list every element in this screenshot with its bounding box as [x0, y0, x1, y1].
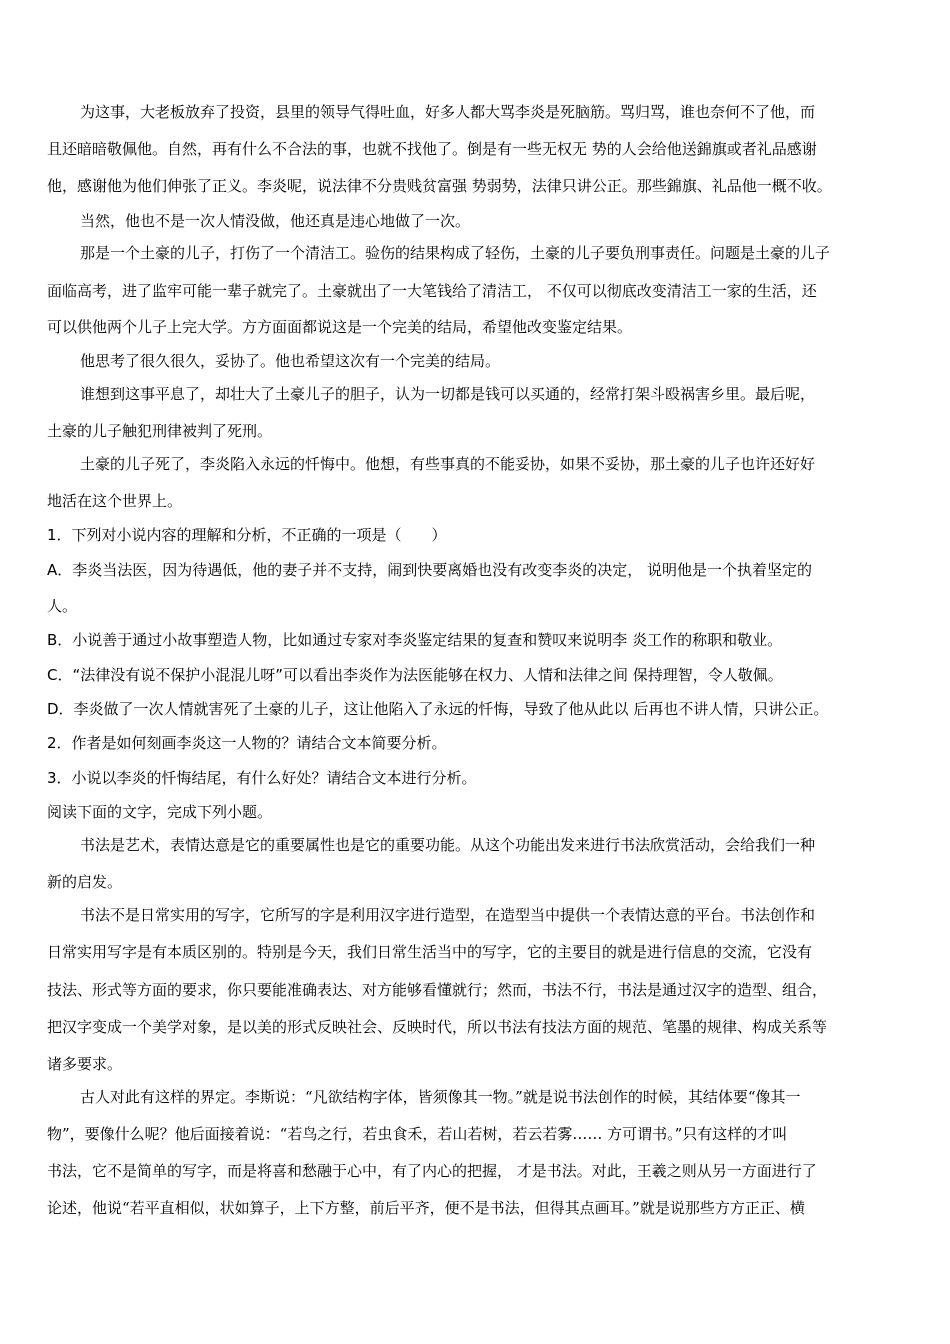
text-line: 书法是艺术，表情达意是它的重要属性也是它的重要功能。从这个功能出发来进行书法欣赏活动，会给我们一种: [80, 836, 816, 854]
text-line: 他思考了很久很久，妥协了。他也希望这次有一个完美的结局。: [80, 352, 501, 370]
text-line: 面临高考，进了监牢可能一辈子就完了。土豪就出了一大笔钱给了清洁工， 不仅可以彻底改变清洁工一家的生活，还: [47, 282, 817, 300]
text-line: 把汉字变成一个美学对象，是以美的形式反映社会、反映时代，所以书法有技法方面的规范、笔墨的规律、构成关系等: [47, 1018, 828, 1036]
option-text: D．李炎做了一次人情就害死了土豪的儿子，这让他陷入了永远的忏悔，导致了他从此以 后再也不讲人情，只讲公正。: [47, 700, 829, 718]
question-text: 1．下列对小说内容的理解和分析，不正确的一项是（ ）: [47, 526, 447, 544]
question-text: 2．作者是如何刻画李炎这一人物的？请结合文本简要分析。: [47, 734, 447, 752]
text-line: 土豪的儿子触犯刑律被判了死刑。: [47, 422, 273, 440]
text-line: 谁想到这事平息了，却壮大了土豪儿子的胆子，认为一切都是钱可以买通的，经常打架斗殴祸害乡里。最后呢，: [80, 385, 816, 403]
text-line: 诸多要求。: [47, 1055, 123, 1073]
text-line: 技法、形式等方面的要求，你只要能准确表达、对方能够看懂就行；然而，书法不行，书法是通过汉字的造型、组合，: [47, 981, 828, 999]
text-line: 书法，它不是简单的写字，而是将喜和愁融于心中，有了内心的把握， 才是书法。对此，王羲之则从另一方面进行了: [47, 1162, 817, 1180]
text-line: 日常实用写字是有本质区别的。特别是今天，我们日常生活当中的写字，它的主要目的就是进行信息的交流，它没有: [47, 943, 813, 961]
option-text: A．李炎当法医，因为待遇低，他的妻子并不支持，闹到快要离婚也没有改变李炎的决定， 说明他是一个执着坚定的: [47, 561, 813, 579]
question-text: 3．小说以李炎的忏悔结尾，有什么好处？请结合文本进行分析。: [47, 769, 477, 787]
text-line: 论述，他说“若平直相似，状如算子，上下方整，前后平齐，便不是书法，但得其点画耳。”就是说那些方方正正、横: [47, 1199, 805, 1217]
text-line: 可以供他两个儿子上完大学。方方面面都说这是一个完美的结局，希望他改变鉴定结果。: [47, 318, 633, 336]
text-line: 书法不是日常实用的写字，它所写的字是利用汉字进行造型，在造型当中提供一个表情达意的平台。书法创作和: [80, 906, 816, 924]
option-text: B．小说善于通过小故事塑造人物，比如通过专家对李炎鉴定结果的复查和赞叹来说明李 炎工作的称职和敬业。: [47, 631, 783, 649]
text-line: 他，感谢他为他们伸张了正义。李炎呢，说法律不分贵贱贫富强 势弱势，法律只讲公正。那些錦旗、礼品他一概不收。: [47, 177, 832, 195]
text-line: 物”，要像什么呢？他后面接着说：“若鸟之行，若虫食禾，若山若树，若云若雾…… 方可谓书。”只有这样的才叫: [47, 1125, 788, 1143]
text-line: 新的启发。: [47, 873, 123, 891]
text-line: 地活在这个世界上。: [47, 492, 183, 510]
text-line: 那是一个土豪的儿子，打伤了一个清洁工。验伤的结果构成了轻伤，土豪的儿子要负刑事责任。问题是土豪的儿子: [80, 244, 831, 262]
instruction-text: 阅读下面的文字，完成下列小题。: [47, 803, 273, 821]
text-line: 土豪的儿子死了，李炎陷入永远的忏悔中。他想，有些事真的不能妥协，如果不妥协，那土豪的儿子也许还好好: [80, 455, 816, 473]
text-line: 当然，他也不是一次人情没做，他还真是违心地做了一次。: [80, 212, 471, 230]
text-line: 且还暗暗敬佩他。自然，再有什么不合法的事，也就不找他了。倒是有一些无权无 势的人会给他送錦旗或者礼品感谢: [47, 140, 817, 158]
option-text: 人。: [47, 597, 78, 615]
text-line: 为这事，大老板放弃了投资，县里的领导气得吐血，好多人都大骂李炎是死脑筋。骂归骂，谁也奈何不了他，而: [80, 103, 816, 121]
text-line: 古人对此有这样的界定。李斯说：“凡欲结构字体，皆须像其一物。”就是说书法创作的时候，其结体要“像其一: [80, 1088, 801, 1106]
option-text: C．“法律没有说不保护小混混儿呀”可以看出李炎作为法医能够在权力、人情和法律之间 保持理智，令人敬佩。: [47, 666, 783, 684]
